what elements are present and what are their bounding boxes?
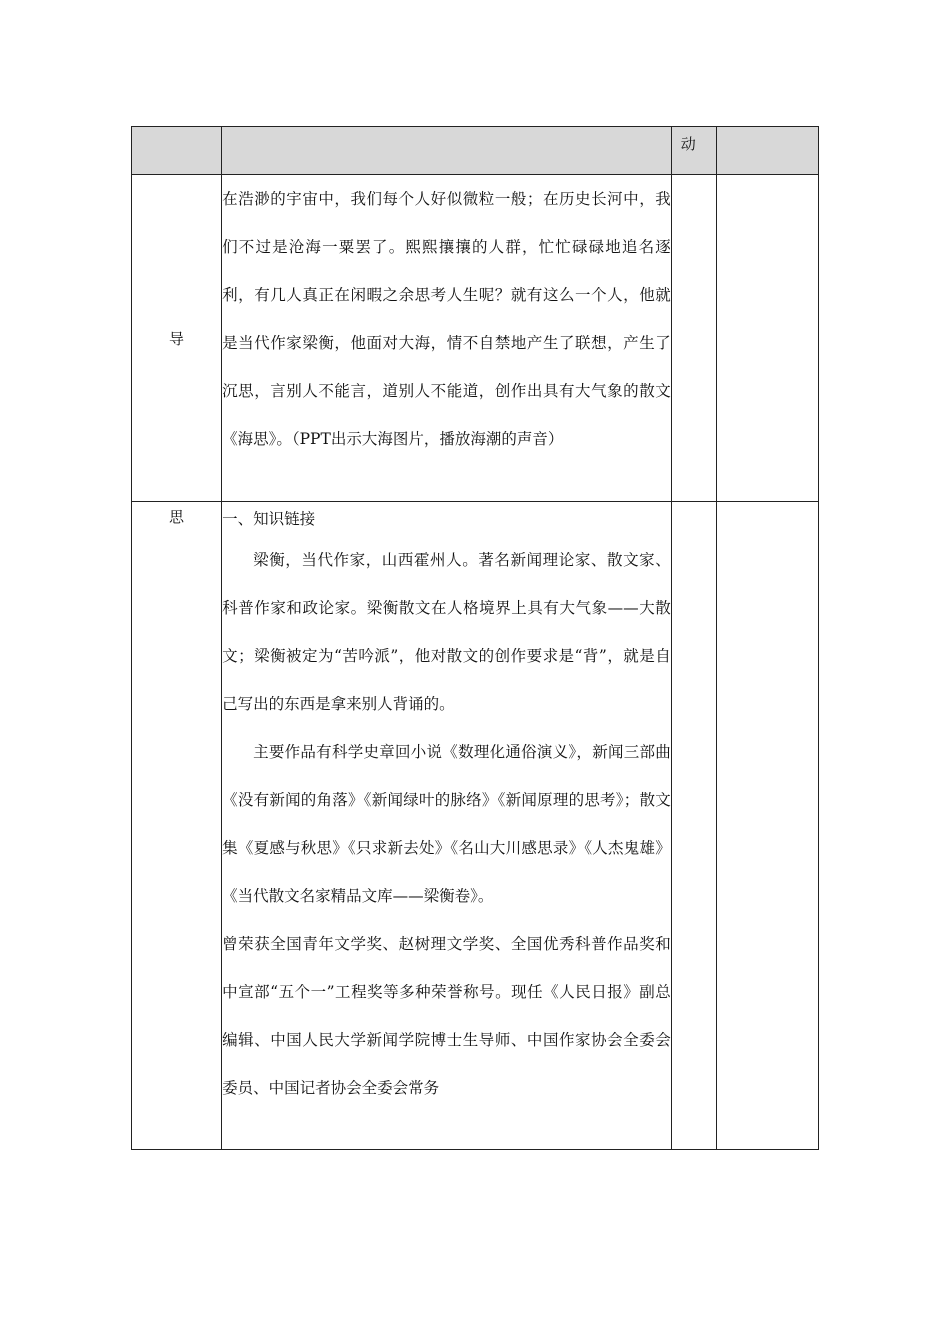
think-activity-cell — [671, 502, 716, 1150]
intro-activity-cell — [671, 175, 716, 502]
intro-paragraph: 在浩渺的宇宙中，我们每个人好似微粒一般；在历史长河中，我们不过是沧海一粟罢了。熙熙攘攘的人群，忙忙碌碌地追名逐利，有几人真正在闲暇之余思考人生呢？就有这么一个人，他就是当代作家梁衡，他面对大海，情不自禁地产生了联想，产生了沉思，言别人不能言，道别人不能道，创作出具有大气象的散文《海思》。（PPT出示大海图片，播放海潮的声音） — [222, 190, 671, 448]
intro-notes-cell — [716, 175, 818, 502]
works-paragraph: 主要作品有科学史章回小说《数理化通俗演义》，新闻三部曲《没有新闻的角落》《新闻绿叶的脉络》《新闻原理的思考》；散文集《夏感与秋思》《只求新去处》《名山大川感思录》《人杰鬼雄》《当代散文名家精品文库——梁衡卷》。 — [222, 743, 671, 905]
header-notes-cell — [716, 127, 818, 175]
header-content-cell — [222, 127, 672, 175]
header-activity-cell: 动 — [671, 127, 716, 175]
author-bio-paragraph: 梁衡，当代作家，山西霍州人。著名新闻理论家、散文家、科普作家和政论家。梁衡散文在人格境界上具有大气象——大散文；梁衡被定为“苦吟派”，他对散文的创作要求是“背”，就是自己写出的东西是拿来别人背诵的。 — [222, 551, 671, 713]
think-row — [132, 502, 819, 1150]
section-title: 一、知识链接 — [222, 510, 316, 528]
think-text-cell — [222, 502, 672, 1150]
table-header-row — [132, 127, 819, 175]
think-stage-label: 思 — [132, 502, 222, 1150]
lesson-plan-table — [131, 126, 819, 1150]
think-notes-cell — [716, 502, 818, 1150]
awards-paragraph: 曾荣获全国青年文学奖、赵树理文学奖、全国优秀科普作品奖和中宣部“五个一”工程奖等多种荣誉称号。现任《人民日报》副总编辑、中国人民大学新闻学院博士生导师、中国作家协会全委会委员、中国记者协会全委会常务 — [222, 935, 671, 1097]
intro-row — [132, 175, 819, 502]
intro-stage-label: 导 — [132, 175, 222, 502]
intro-text-cell — [222, 175, 672, 502]
header-stage-cell — [132, 127, 222, 175]
